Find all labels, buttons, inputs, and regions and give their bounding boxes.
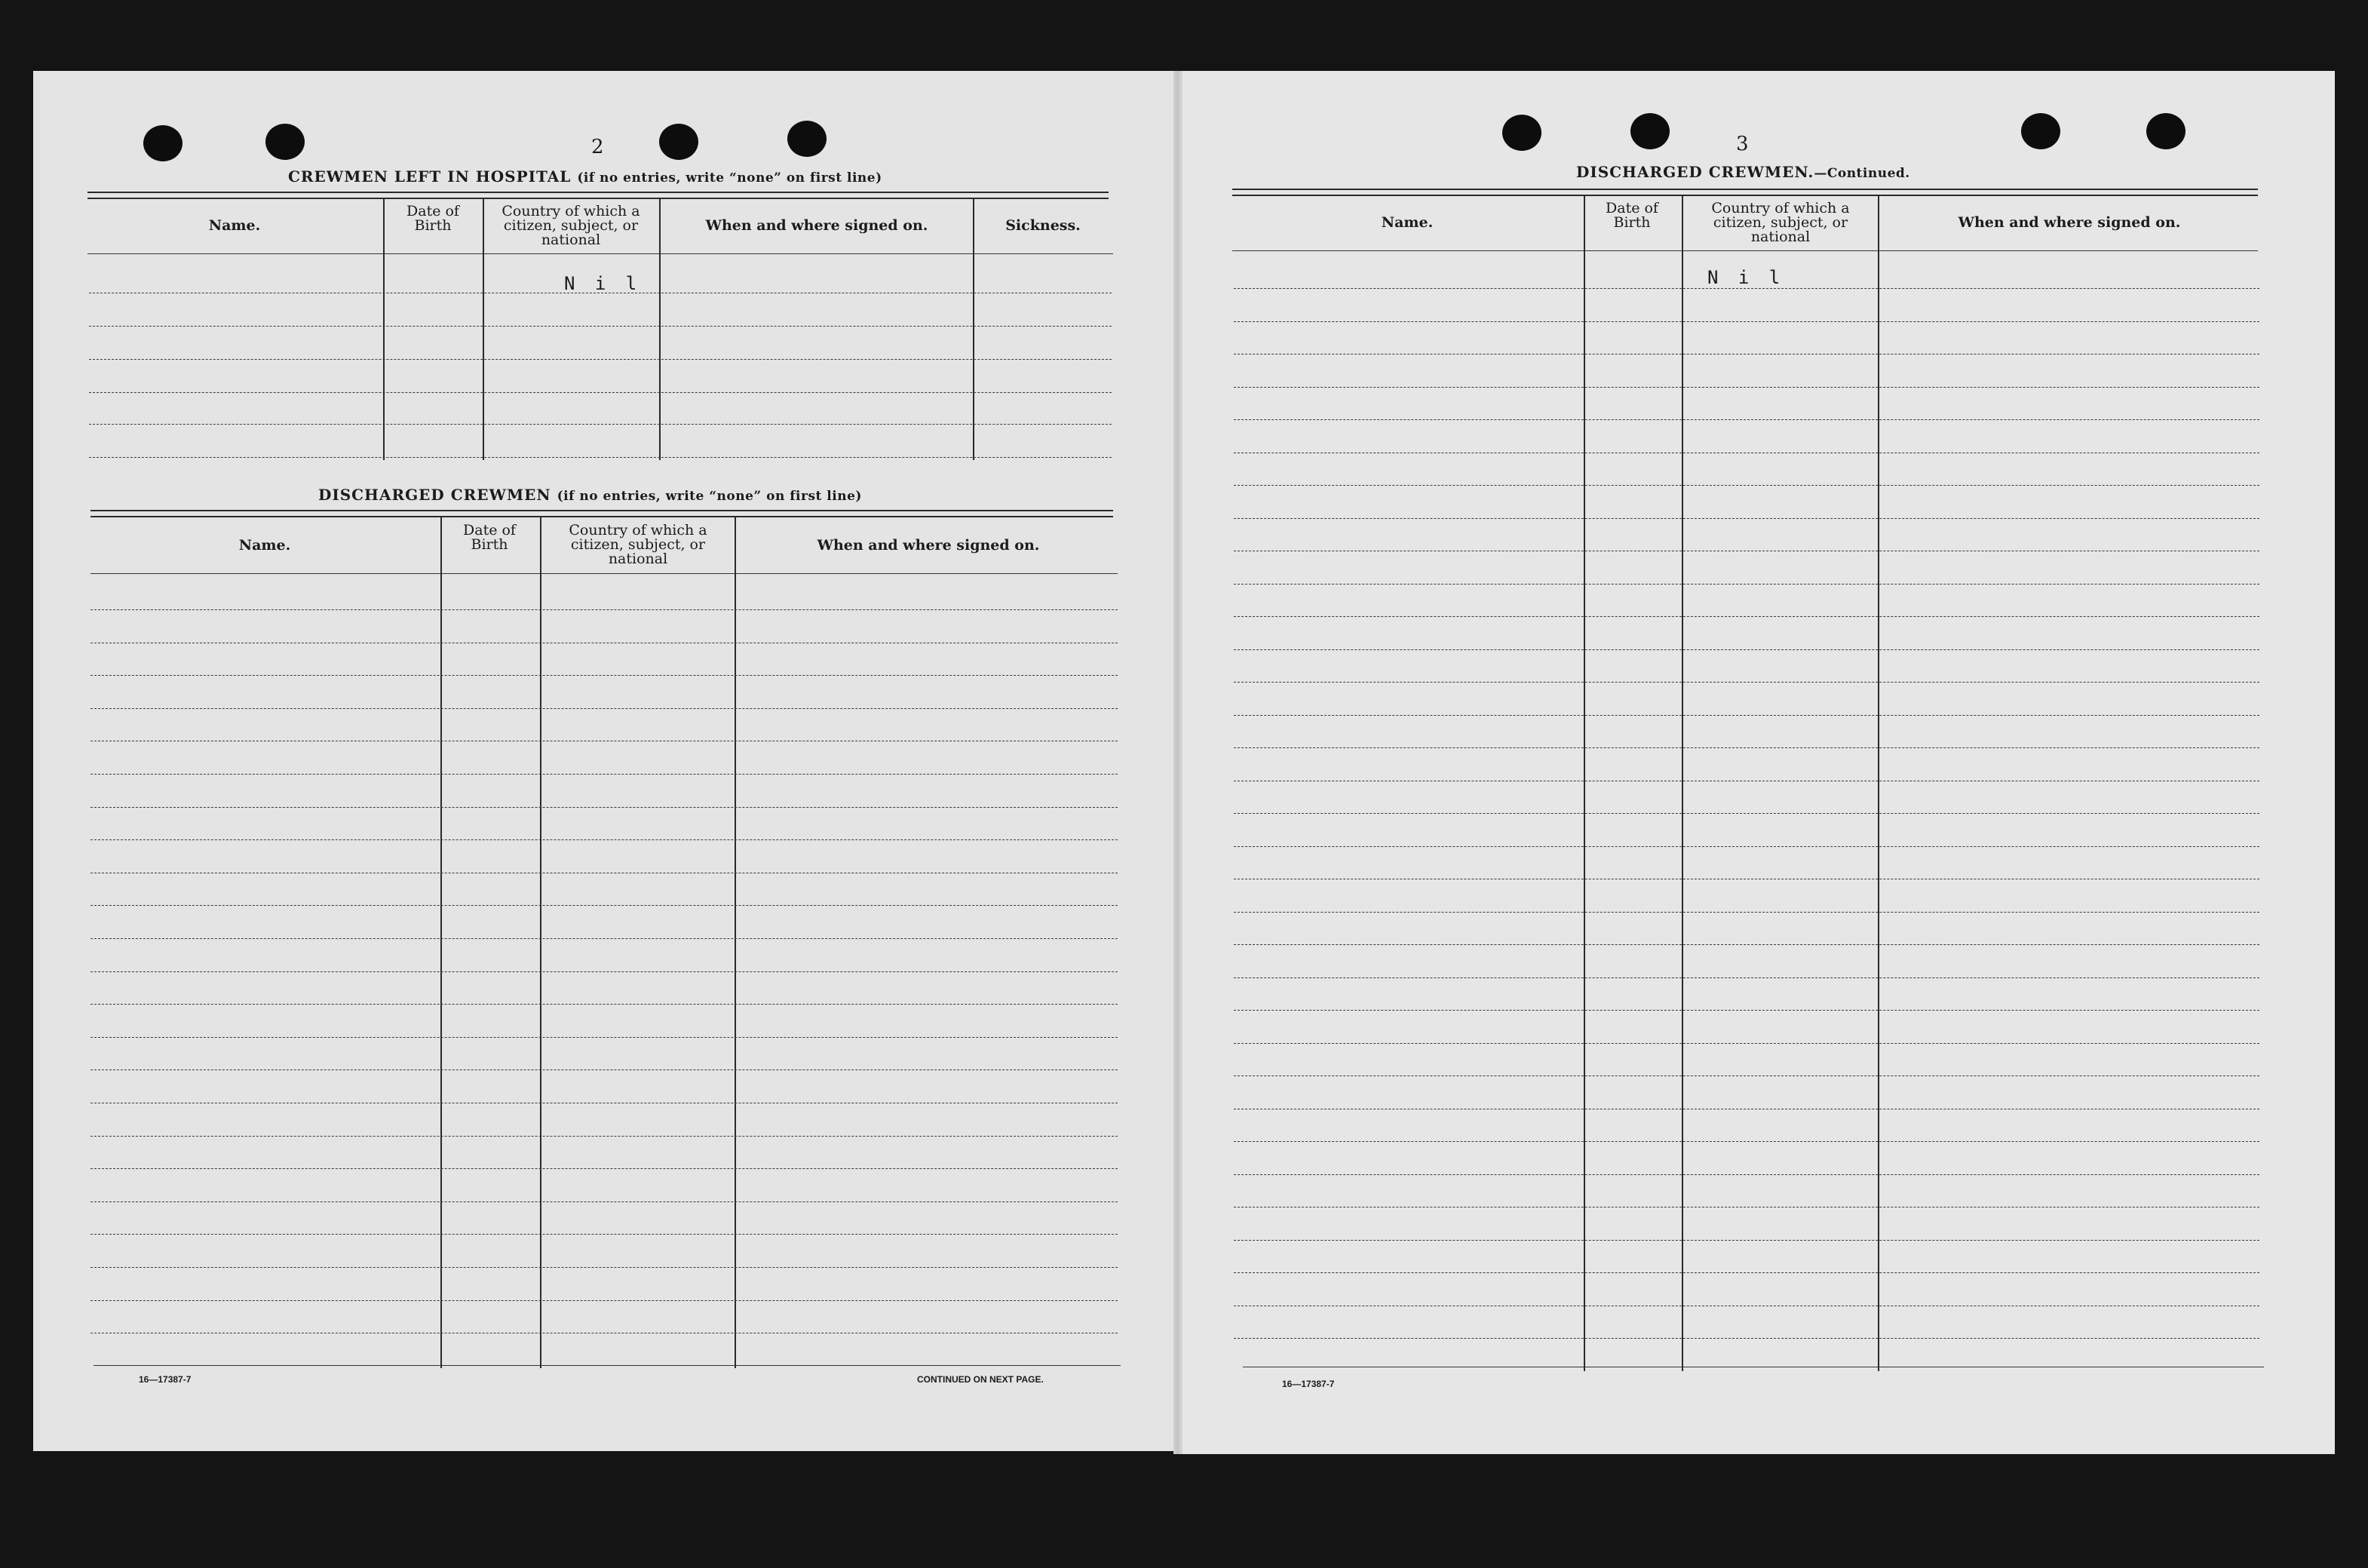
ruled-line	[1234, 715, 2259, 716]
discharged-col-dob: Date of Birth	[463, 522, 516, 553]
ruled-line	[1234, 846, 2259, 847]
ruled-line	[1234, 419, 2259, 420]
ruled-line	[1234, 813, 2259, 814]
continued-col-name: Name.	[1381, 214, 1434, 231]
ruled-line	[90, 1069, 1118, 1070]
hospital-col-signed: When and where signed on.	[705, 217, 928, 234]
ruled-line	[90, 675, 1118, 676]
ruled-line	[1234, 584, 2259, 585]
ruled-line	[1234, 1240, 2259, 1241]
hospital-col-country: Country of which a citizen, subject, or national	[502, 203, 640, 248]
hospital-col-name: Name.	[208, 217, 261, 234]
page-number: 3	[1736, 133, 1749, 155]
ruled-line	[90, 1267, 1118, 1268]
discharged-continued-title	[1576, 163, 1910, 181]
ruled-line	[1234, 321, 2259, 322]
ruled-line	[1234, 1141, 2259, 1142]
ruled-line	[90, 1168, 1118, 1169]
punch-hole	[2146, 113, 2185, 149]
ruled-line	[90, 938, 1118, 939]
continued-suffix: —Continued.	[1814, 166, 1910, 181]
ruled-line	[90, 774, 1118, 775]
continued-note: CONTINUED ON NEXT PAGE.	[917, 1374, 1044, 1385]
ruled-line	[90, 1201, 1118, 1202]
ruled-line	[90, 1136, 1118, 1137]
ruled-line	[90, 807, 1118, 808]
ruled-line	[1234, 1010, 2259, 1011]
ruled-line	[1234, 518, 2259, 519]
form-number: 16—17387-7	[1282, 1379, 1335, 1389]
ruled-line	[90, 1004, 1118, 1005]
ruled-line	[1234, 747, 2259, 748]
ruled-line	[1234, 387, 2259, 388]
form-number: 16—17387-7	[139, 1374, 192, 1385]
punch-hole	[2021, 113, 2060, 149]
ruled-line	[1234, 682, 2259, 683]
ruled-line	[90, 708, 1118, 709]
discharged-col-country: Country of which a citizen, subject, or national	[569, 522, 707, 567]
ruled-line	[90, 839, 1118, 840]
hospital-section-title	[288, 167, 882, 186]
discharged-col-signed: When and where signed on.	[817, 537, 1040, 554]
ruled-line	[1234, 1338, 2259, 1339]
discharged-instruction: (if no entries, write “none” on first line)	[557, 489, 862, 504]
ruled-line	[1234, 649, 2259, 650]
hospital-entry: N i l	[564, 273, 642, 294]
hospital-title-text: CREWMEN LEFT IN HOSPITAL	[288, 167, 572, 186]
ruled-line	[90, 1234, 1118, 1235]
ruled-line	[90, 609, 1118, 610]
continued-col-country: Country of which a citizen, subject, or national	[1711, 200, 1850, 245]
ruled-line	[1234, 1174, 2259, 1175]
ruled-line	[90, 1037, 1118, 1038]
hospital-col-dob: Date of Birth	[406, 203, 459, 234]
punch-hole	[787, 121, 827, 157]
ruled-line	[90, 971, 1118, 972]
discharged-title-text: DISCHARGED CREWMEN	[318, 486, 551, 504]
ruled-line	[1234, 1043, 2259, 1044]
discharged-col-name: Name.	[238, 537, 291, 554]
ruled-line	[90, 1300, 1118, 1301]
punch-hole	[143, 125, 183, 161]
punch-hole	[1502, 115, 1541, 151]
ruled-line	[1234, 1272, 2259, 1273]
continued-col-dob: Date of Birth	[1606, 200, 1658, 231]
ruled-line	[1234, 288, 2259, 289]
punch-hole	[1630, 113, 1670, 149]
ruled-line	[1234, 616, 2259, 617]
ruled-line	[1234, 485, 2259, 486]
continued-entry: N i l	[1707, 267, 1785, 288]
continued-col-signed: When and where signed on.	[1958, 214, 2181, 231]
ruled-line	[1234, 944, 2259, 945]
punch-hole	[265, 124, 305, 160]
ruled-line	[90, 905, 1118, 906]
ruled-line	[1234, 912, 2259, 913]
page-fold	[1173, 71, 1182, 1454]
hospital-instruction: (if no entries, write “none” on first line)	[577, 170, 882, 186]
hospital-col-sickness: Sickness.	[1005, 217, 1081, 234]
page-number: 2	[591, 136, 604, 158]
discharged-continued-text: DISCHARGED CREWMEN.	[1576, 163, 1814, 181]
punch-hole	[659, 124, 698, 160]
discharged-section-title	[318, 486, 862, 504]
ruled-line	[1234, 977, 2259, 978]
